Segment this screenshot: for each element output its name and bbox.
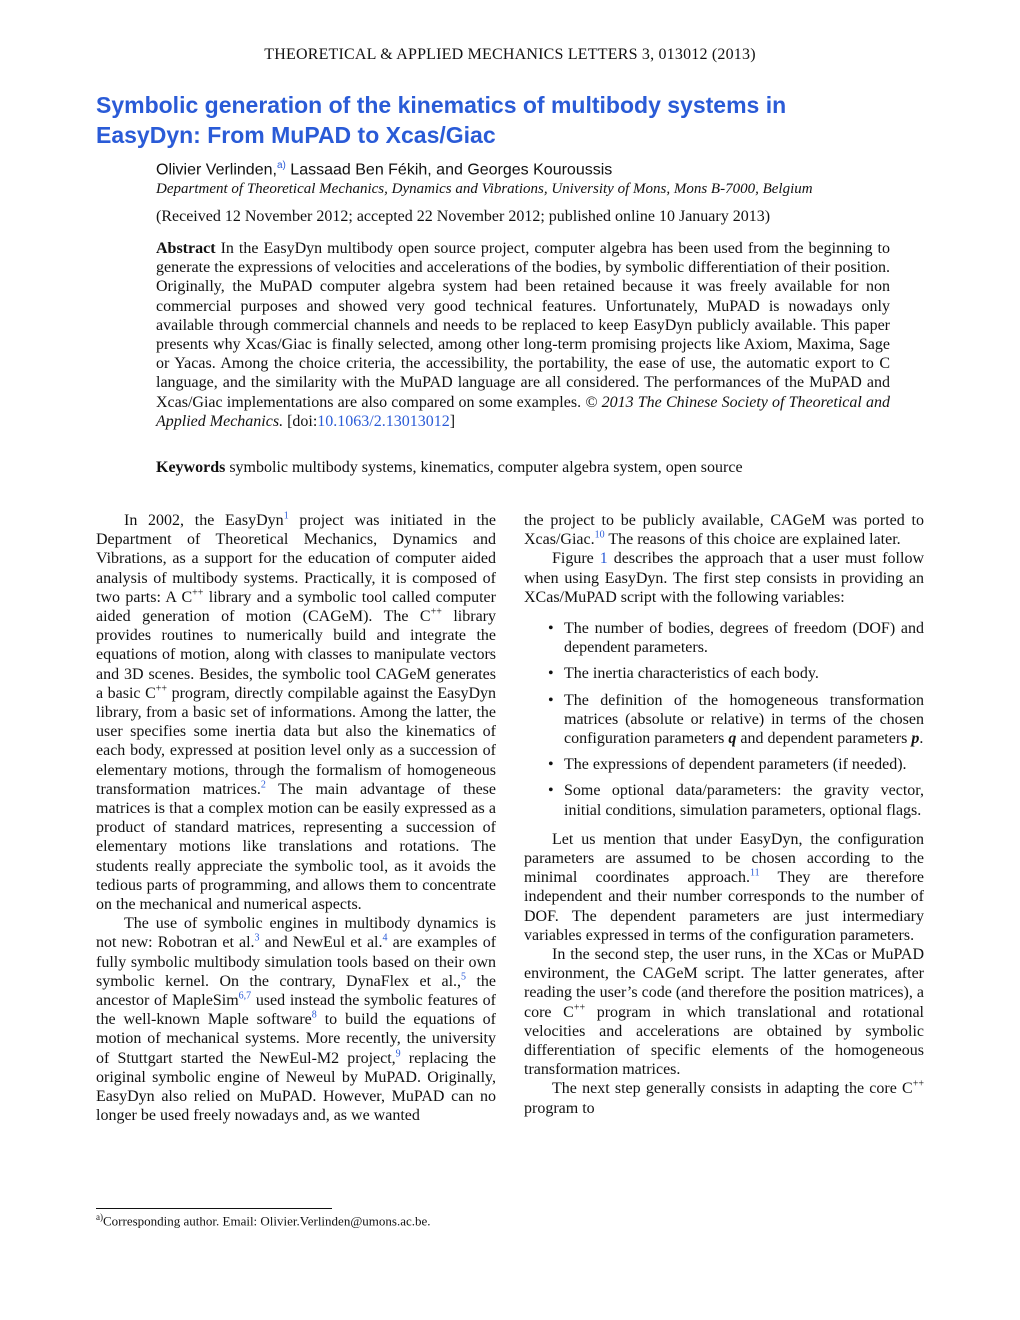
- left-column: [96, 511, 496, 1126]
- doi-link[interactable]: 10.1063/2.1301301​2: [317, 412, 450, 430]
- bullet-icon: •: [548, 691, 554, 709]
- citation-link[interactable]: 4: [382, 933, 388, 945]
- footnote-divider: [96, 1208, 332, 1209]
- paragraph-symbolic-engines: The use of symbolic engines in multibody dynamics is not new: Robotran et al.$^3$ and NewEul et al.$^4$ are examples of fully symbolic multibody simulation tools based on their own symbolic kernel. On the contrary, DynaFlex et al.,$^5$ the ancestor of MapleSim$^{6,7}$ used instead the symbolic features of the well-known Maple software$^8$ to build the equations of motion of mechanical systems. More recently, the university of Stuttgart started the NewEul-M2 project,$^9$ replacing the original symbolic engine of Neweul by MuPAD. Originally, EasyDyn also relied on MuPAD. However, MuPAD can no longer be used freely nowadays and, as we wanted: [96, 915, 497, 1125]
- article-title: Symbolic generation of the kinematics of multibody systems in EasyDyn: From MuPAD to Xcas/Giac: [96, 92, 787, 148]
- paragraph-intro: In 2002, the EasyDyn$^1$ project was initiated in the Department of Theoretical Mechanics, Dynamics and Vibrations, as a support for the education of computer aided analysis of multibody systems. Practically, it is composed of two parts: A C++ library and a symbolic tool called computer aided generation of motion (CAGeM). The C++ library provides routines to numerically build and integrate the equations of motion, along with classes to manipulate vectors and 3D scenes. Besides, the symbolic tool CAGeM generates a basic C++ program, directly compilable against the EasyDyn library, from a basic set of informations. Among the latter, the user specifies some inertia data but also the kinematics of each body, expressed at position level only as a succession of elementary motions, through the formalism of homogeneous transformation matrices.$^2$ The main advantage of these matrices is that a complex motion can be easily expressed as a product of standard matrices, representing a succession of elementary motions like translations and rotations. The students really appreciate the symbolic tool, as it avoids the tedious parts of programming, and allows them to concentrate on the mechanical and numerical aspects.: [96, 510, 496, 914]
- keywords-text: symbolic multibody systems, kinematics, computer algebra system, open source: [225, 459, 743, 476]
- received-dates: (Received 12 November 2012; accepted 22 November 2012; published online 10 January 2013): [156, 208, 771, 225]
- footnote-text: Corresponding author. Email: Olivier.Verlinden@umons.ac.be.: [103, 1213, 431, 1229]
- bullet-icon: •: [548, 756, 554, 774]
- abstract-text: In the EasyDyn multibody open source project, computer algebra has been used from the beginning to generate the expressions of velocities and accelerations of the bodies, by symbolic differentiation of their position. Originally, the MuPAD computer algebra system had been retained because it was freely available for non commercial purposes and showed very good technical features. Unfortunately, MuPAD is nowadays only available through commercial channels and needs to be replaced to keep EasyDyn publicly available. This paper presents why Xcas/Giac is finally selected, among other long-term promising projects like Axiom, Maxima, Sage or Yacas. Among the choice criteria, the accessibility, the portability, the ease of use, the automatic export to C language, and the similarity with the MuPAD language are all considered. The performances of the MuPAD and Xcas/Giac implementations are also compared on some examples.: [156, 240, 890, 411]
- citation-link[interactable]: 5: [461, 971, 467, 983]
- variable-list: [524, 619, 924, 820]
- paragraph-configuration: Let us mention that under EasyDyn, the configuration parameters are assumed to be chosen according to the minimal coordinates approach.$^{11}$ They are therefore independent and their number corresponds to the number of DOF. The dependent parameters are just intermediary variables expressed in terms of the configuration parameters.: [524, 830, 924, 944]
- citation-link[interactable]: 1: [283, 510, 289, 522]
- citation-link[interactable]: 9: [395, 1048, 401, 1060]
- paragraph-continued: the project to be publicly available, CAGeM was ported to Xcas/Giac.$^{10}$ The reasons of this choice are explained later.: [524, 512, 924, 549]
- doi-close: ]: [449, 412, 456, 430]
- affiliation: Department of Theoretical Mechanics, Dynamics and Vibrations, University of Mons, Mons B-7000, Belgium: [156, 181, 813, 197]
- author-list: [156, 160, 612, 179]
- paragraph-next-step: The next step generally consists in adapting the core C++ program to: [524, 1079, 924, 1117]
- list-item: • The definition of the homogeneous transformation matrices (absolute or relative) in terms of the chosen configuration parameters q and dependent parameters p.: [548, 691, 924, 748]
- citation-link[interactable]: 10: [594, 529, 605, 541]
- coauthor-names: Lassaad Ben Fékih, and Georges Kouroussis: [285, 161, 613, 179]
- citation-link[interactable]: 3: [254, 933, 260, 945]
- list-item: • The expressions of dependent parameters (if needed).: [548, 756, 907, 774]
- doi-line: [283, 413, 455, 430]
- footnote-mark: a): [96, 1212, 103, 1222]
- abstract-label: Abstract: [156, 240, 216, 257]
- figure-link[interactable]: 1: [599, 550, 608, 568]
- paragraph-figure: Figure 1 describes the approach that a user must follow when using EasyDyn. The first step consists in providing an XCas/MuPAD script with the following variables:: [524, 550, 924, 606]
- keywords: [156, 459, 896, 477]
- paragraph-second-step: In the second step, the user runs, in the XCas or MuPAD environment, the CAGeM script. The latter generates, after reading the user’s code (and therefore the position matrices), a core C++ program in which translational and rotational velocities and accelerations are obtained by symbolic differentiation of specific elements of the homogeneous transformation matrices.: [524, 946, 924, 1079]
- citation-link[interactable]: 11: [750, 867, 760, 879]
- right-column: [524, 511, 924, 1118]
- list-item: • The inertia characteristics of each body.: [548, 665, 819, 683]
- citation-link[interactable]: 6,7: [238, 990, 252, 1002]
- citation-link[interactable]: 8: [311, 1009, 317, 1021]
- bullet-icon: •: [548, 620, 554, 638]
- bullet-icon: •: [548, 665, 554, 683]
- author-name: Olivier Verlinden,: [156, 161, 277, 179]
- abstract: [156, 239, 890, 431]
- footnote: [96, 1212, 431, 1229]
- citation-link[interactable]: 2: [260, 779, 266, 791]
- bullet-icon: •: [548, 782, 554, 800]
- keywords-label: Keywords: [156, 459, 226, 476]
- running-head: THEORETICAL & APPLIED MECHANICS LETTERS 3, 013012 (2013): [264, 46, 756, 63]
- list-item: • Some optional data/parameters: the gravity vector, initial conditions, simulation parameters, optional flags.: [548, 782, 924, 819]
- author-footnote-mark[interactable]: a): [276, 160, 286, 171]
- copyright-notice: © 2013 The Chinese Society of Theoretical and Applied Mechanics.: [156, 393, 891, 430]
- doi-open: [doi:: [283, 412, 318, 430]
- list-item: • The number of bodies, degrees of freedom (DOF) and dependent parameters.: [548, 620, 924, 657]
